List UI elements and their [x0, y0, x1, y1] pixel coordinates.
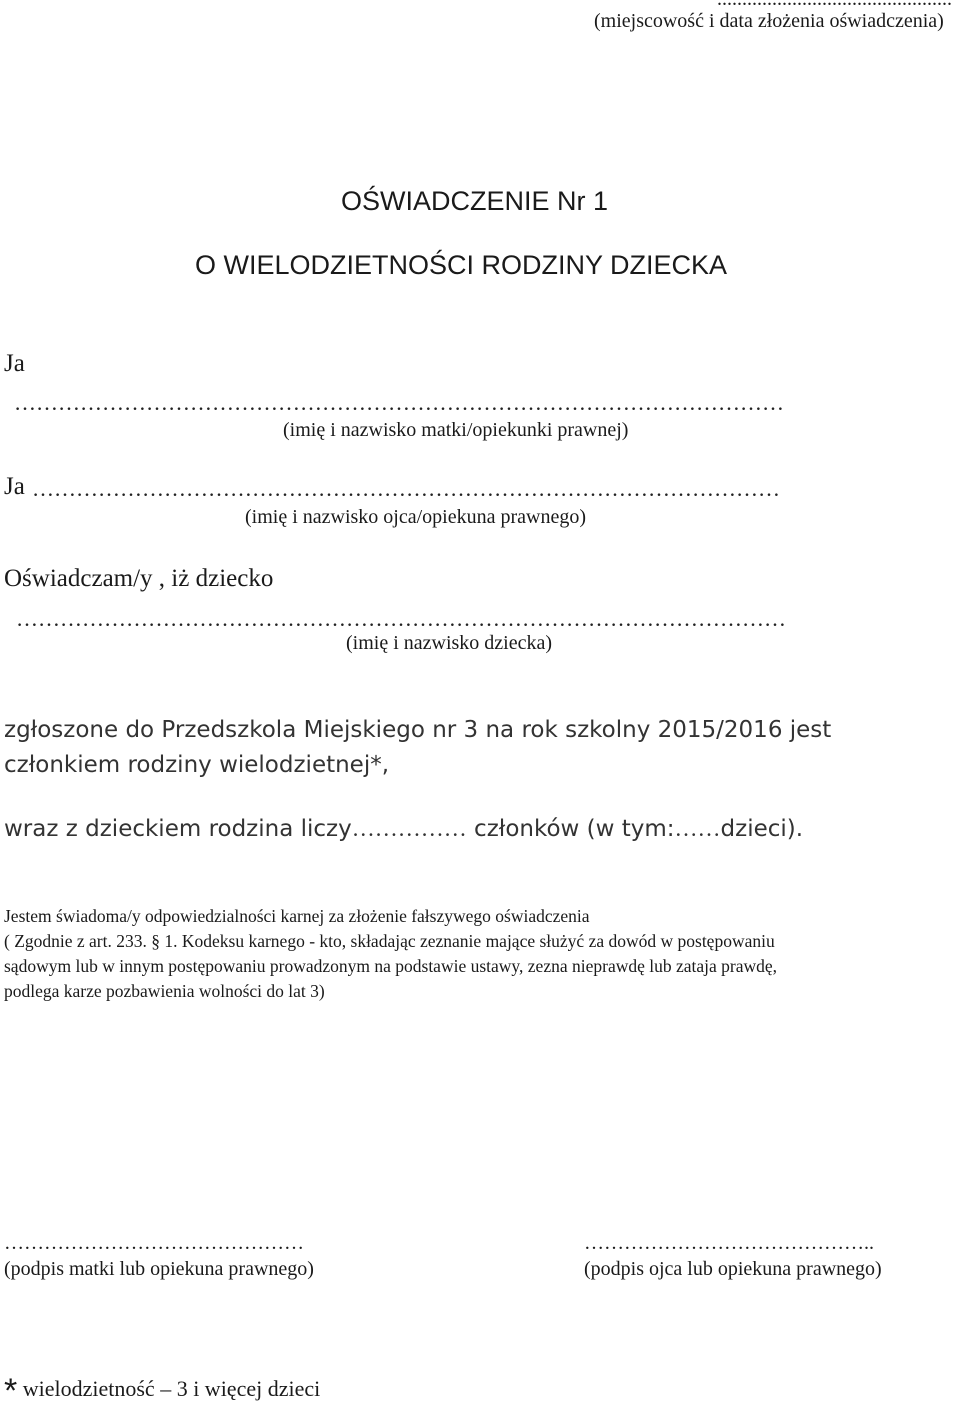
father-signature-field[interactable]: ……………………………………..: [584, 1232, 874, 1254]
family-members-field[interactable]: ……………: [351, 816, 467, 841]
legal-line-1: ( Zgodnie z art. 233. § 1. Kodeksu karnego - kto, składając zeznanie mające służyć za dowód w postępowaniu: [4, 931, 775, 951]
legal-line-2: sądowym lub w innym postępowaniu prowadzonym na podstawie ustawy, zezna nieprawdę lub zataja prawdę,: [4, 956, 778, 976]
family-count-line: [4, 816, 803, 842]
family-children-field[interactable]: ……: [674, 816, 721, 841]
document-title: OŚWIADCZENIE Nr 1: [341, 186, 609, 216]
legal-line-3: podlega karze pozbawienia wolności do lat 3): [4, 981, 325, 1001]
legal-awareness: Jestem świadoma/y odpowiedzialności karnej za złożenie fałszywego oświadczenia: [4, 906, 590, 926]
father-signature-caption: (podpis ojca lub opiekuna prawnego): [584, 1258, 882, 1280]
footnote-text: wielodzietność – 3 i więcej dzieci: [17, 1376, 321, 1401]
father-caption: (imię i nazwisko ojca/opiekuna prawnego): [245, 506, 586, 528]
date-caption: (miejscowość i data złożenia oświadczenia): [594, 10, 944, 32]
mother-name-field[interactable]: ……………………………………………………………………………………………: [14, 390, 784, 415]
mother-signature-field[interactable]: ………………………………………: [4, 1232, 304, 1254]
document-subtitle: O WIELODZIETNOŚCI RODZINY DZIECKA: [195, 250, 728, 280]
mother-caption: (imię i nazwisko matki/opiekunki prawnej): [283, 419, 629, 441]
footnote-star: *: [4, 1372, 18, 1410]
mother-label: Ja: [4, 350, 25, 377]
statement-line-1: zgłoszone do Przedszkola Miejskiego nr 3 na rok szkolny 2015/2016 jest: [4, 717, 832, 743]
child-intro: Oświadczam/y , iż dziecko: [4, 565, 274, 592]
footnote: [4, 1372, 320, 1411]
family-children-label: dzieci).: [720, 816, 804, 842]
family-members-label: członków (w tym:: [466, 816, 675, 842]
family-prefix: wraz z dzieckiem rodzina liczy: [4, 816, 352, 842]
mother-signature-caption: (podpis matki lub opiekuna prawnego): [4, 1258, 314, 1280]
child-name-field[interactable]: ……………………………………………………………………………………………: [16, 606, 786, 631]
father-name-field[interactable]: …………………………………………………………………………………………: [32, 476, 780, 501]
statement-line-2: członkiem rodziny wielodzietnej*,: [4, 752, 390, 778]
father-label: Ja: [4, 473, 25, 500]
child-caption: (imię i nazwisko dziecka): [346, 632, 553, 654]
